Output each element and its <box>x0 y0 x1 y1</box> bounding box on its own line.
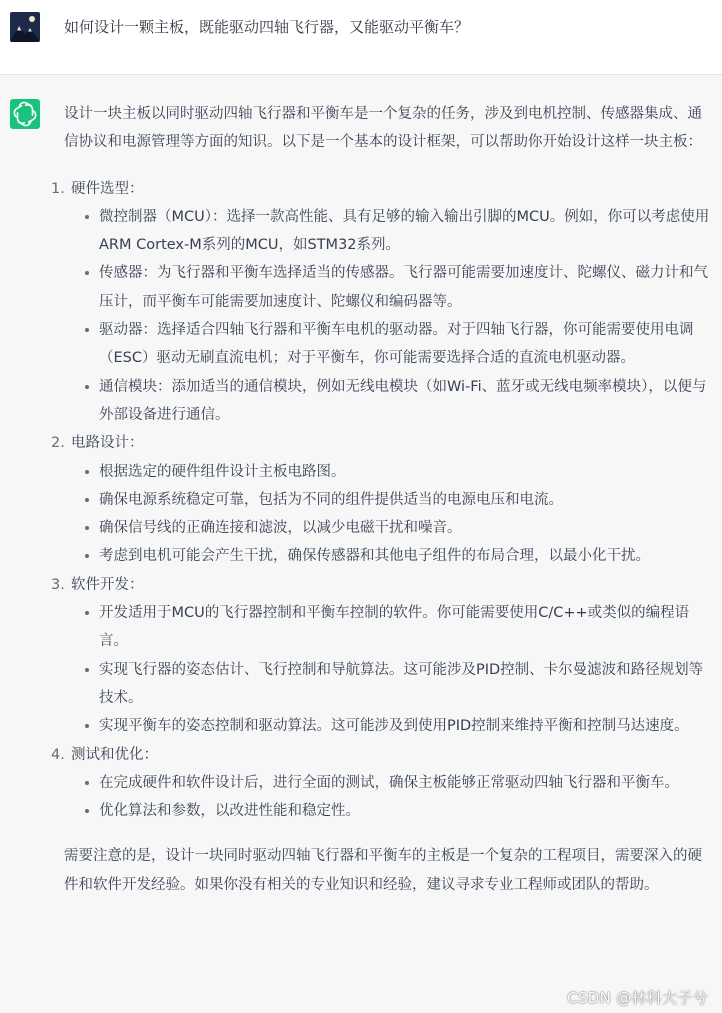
bullet-item: 驱动器：选择适合四轴飞行器和平衡车电机的驱动器。对于四轴飞行器，你可能需要使用电调（ESC）驱动无刷直流电机；对于平衡车，你可能需要选择合适的直流电机驱动器。 <box>99 316 716 373</box>
mountain-night-icon <box>10 12 40 42</box>
section-list <box>51 175 716 826</box>
bullet-item: 确保电源系统稳定可靠，包括为不同的组件提供适当的电源电压和电流。 <box>99 486 716 514</box>
section-number: 4. <box>51 746 65 763</box>
bullet-list <box>71 458 716 571</box>
bullet-item: 微控制器（MCU）：选择一款高性能、具有足够的输入输出引脚的MCU。例如，你可以考虑使用ARM Cortex-M系列的MCU，如STM32系列。 <box>99 203 716 260</box>
section-title: 测试和优化： <box>71 746 158 763</box>
assistant-intro: 设计一块主板以同时驱动四轴飞行器和平衡车是一个复杂的任务，涉及到电机控制、传感器集成、通信协议和电源管理等方面的知识。以下是一个基本的设计框架，可以帮助你开始设计这样一块主板： <box>64 106 702 151</box>
bullet-list <box>71 599 716 740</box>
bullet-item: 开发适用于MCU的飞行器控制和平衡车控制的软件。你可能需要使用C/C++或类似的编程语言。 <box>99 599 716 656</box>
section-number: 3. <box>51 576 65 593</box>
section-title: 硬件选型： <box>71 180 144 197</box>
assistant-outro: 需要注意的是，设计一块同时驱动四轴飞行器和平衡车的主板是一个复杂的工程项目，需要深入的硬件和软件开发经验。如果你没有相关的专业知识和经验，建议寻求专业工程师或团队的帮助。 <box>64 848 702 893</box>
openai-logo-icon <box>10 99 40 129</box>
user-avatar <box>10 12 40 42</box>
bullet-item: 确保信号线的正确连接和滤波，以减少电磁干扰和噪音。 <box>99 514 716 542</box>
assistant-message-content <box>51 100 716 899</box>
section-item <box>51 175 716 430</box>
bullet-item: 通信模块：添加适当的通信模块，例如无线电模块（如Wi-Fi、蓝牙或无线电频率模块），以便与外部设备进行通信。 <box>99 373 716 430</box>
bullet-item: 优化算法和参数，以改进性能和稳定性。 <box>99 797 716 825</box>
section-number: 2. <box>51 435 65 452</box>
bullet-list <box>71 203 716 429</box>
section-item <box>51 741 716 826</box>
assistant-message-row <box>0 75 722 1013</box>
section-item <box>51 571 716 741</box>
section-item <box>51 429 716 570</box>
section-title: 软件开发： <box>71 576 144 593</box>
bullet-item: 考虑到电机可能会产生干扰，确保传感器和其他电子组件的布局合理，以最小化干扰。 <box>99 542 716 570</box>
section-title: 电路设计： <box>71 435 144 452</box>
csdn-watermark: CSDN @林科大子兮 <box>567 989 708 1007</box>
bullet-item: 实现飞行器的姿态估计、飞行控制和导航算法。这可能涉及PID控制、卡尔曼滤波和路径规划等技术。 <box>99 656 716 713</box>
user-message-row <box>0 0 722 75</box>
bullet-item: 实现平衡车的姿态控制和驱动算法。这可能涉及到使用PID控制来维持平衡和控制马达速度。 <box>99 712 716 740</box>
user-message-text: 如何设计一颗主板，既能驱动四轴飞行器，又能驱动平衡车？ <box>64 18 470 36</box>
bullet-item: 传感器：为飞行器和平衡车选择适当的传感器。飞行器可能需要加速度计、陀螺仪、磁力计和气压计，而平衡车可能需要加速度计、陀螺仪和编码器等。 <box>99 259 716 316</box>
bullet-item: 在完成硬件和软件设计后，进行全面的测试，确保主板能够正常驱动四轴飞行器和平衡车。 <box>99 769 716 797</box>
bullet-item: 根据选定的硬件组件设计主板电路图。 <box>99 458 716 486</box>
section-number: 1. <box>51 180 65 197</box>
bullet-list <box>71 769 716 826</box>
